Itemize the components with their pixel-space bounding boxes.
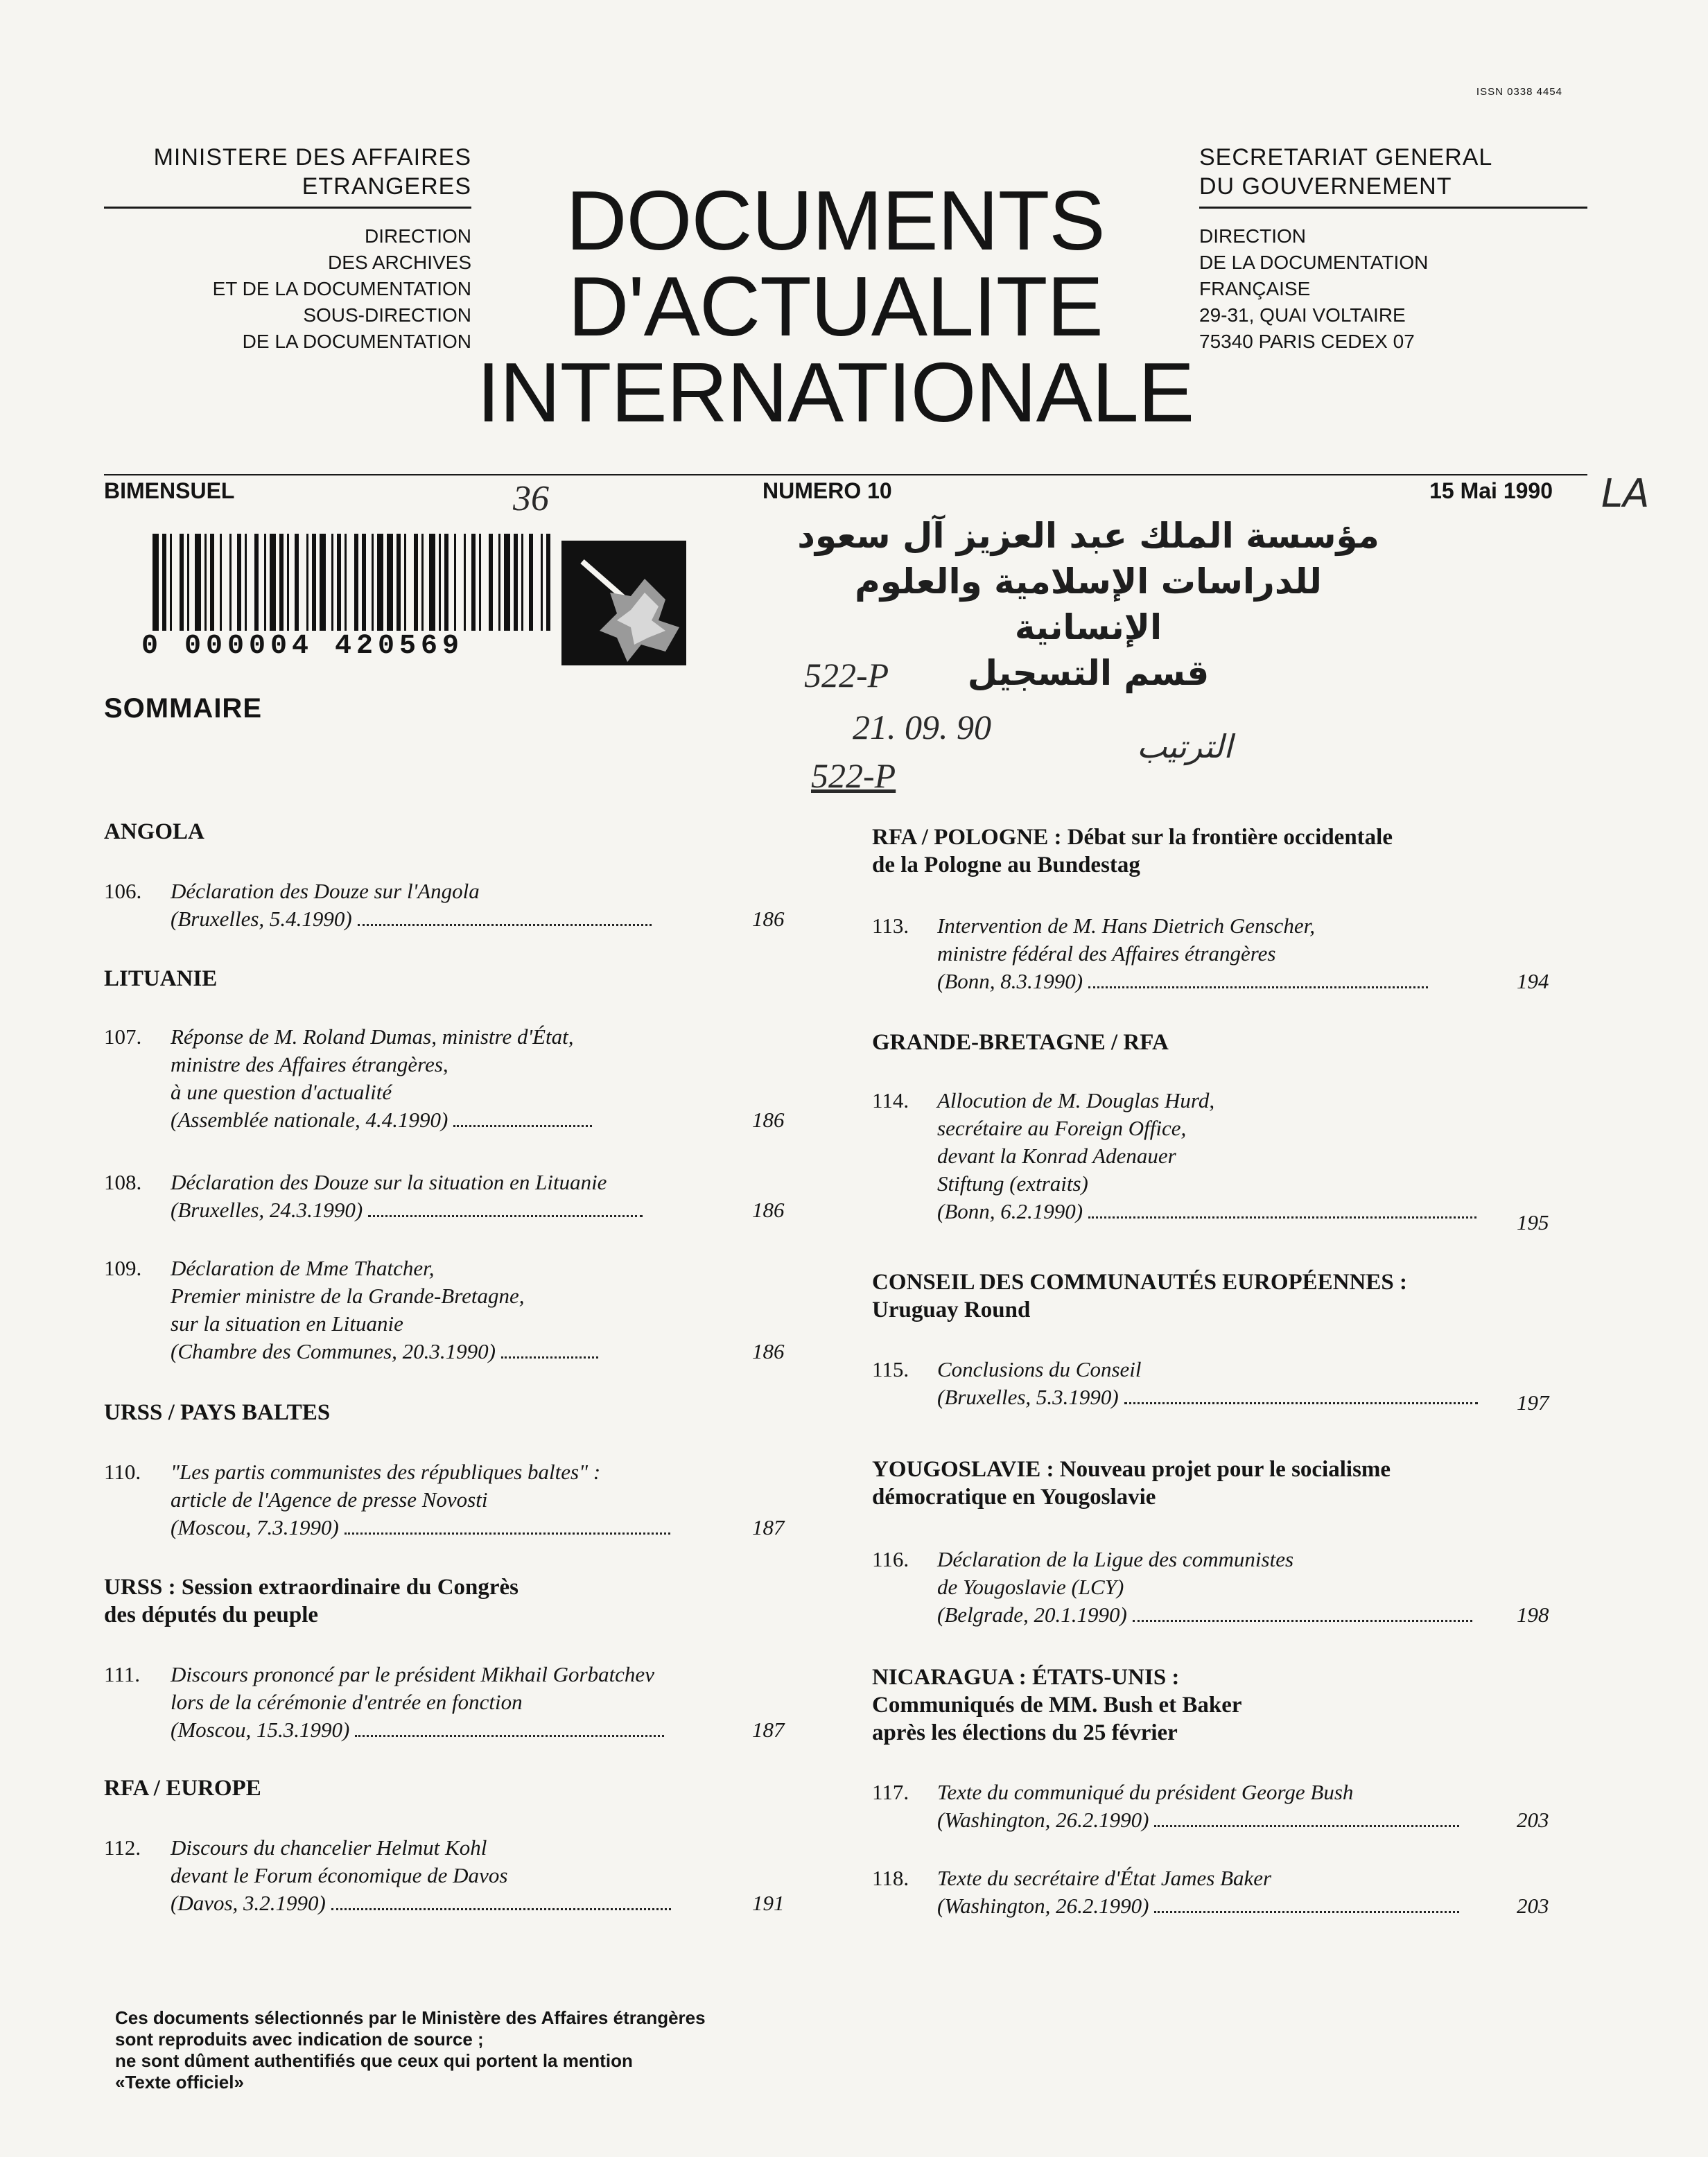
entry-line: ministre des Affaires étrangères, [171,1052,448,1076]
direction-line: DE LA DOCUMENTATION [242,331,471,352]
direction-line: DE LA DOCUMENTATION [1199,252,1429,273]
barcode-bar [279,534,284,631]
entry-line: de Yougoslavie (LCY) [937,1575,1124,1599]
barcode-bar [170,534,172,631]
handwritten-arabic-note: الترتيب [1137,728,1232,765]
entry-line [171,1106,592,1134]
entry-number: 111. [104,1662,140,1686]
ministry-line: MINISTERE DES AFFAIRES [153,144,471,171]
entry-line: Réponse de M. Roland Dumas, ministre d'État, [171,1024,574,1049]
barcode-bar [504,534,510,631]
barcode-bar [489,534,493,631]
stamp-line: للدراسات الإسلامية والعلوم الإنسانية [855,561,1322,647]
section-heading-line: Communiqués de MM. Bush et Baker [872,1693,1242,1718]
entry-text [171,1834,671,1917]
barcode-bar [180,534,184,631]
handwritten-reference: 522-P [811,756,896,795]
direction-line: 29-31, QUAI VOLTAIRE [1199,304,1406,326]
ministry-line: ETRANGERES [302,173,471,200]
entry-number: 116. [872,1547,909,1571]
ministry-name [111,143,471,201]
entry-line: Premier ministre de la Grande-Bretagne, [171,1284,525,1308]
page-number: 195 [1517,1210,1549,1234]
entry-source: (Davos, 3.2.1990) [171,1891,326,1915]
stamp-line: مؤسسة الملك عبد العزيز آل سعود [797,516,1379,556]
entry-line: Allocution de M. Douglas Hurd, [937,1088,1215,1112]
leader-dots [355,1729,664,1737]
entry-source: (Bruxelles, 24.3.1990) [171,1198,363,1222]
barcode-bar [210,534,214,631]
entry-source: (Washington, 26.2.1990) [937,1894,1149,1918]
issn-number: ISSN 0338 4454 [1476,86,1562,98]
barcode-bar [152,534,159,631]
barcode-digits: 0 000004 420569 [139,631,530,662]
entry-text [171,1661,664,1744]
barcode-bar [229,534,232,631]
entry-source: (Washington, 26.2.1990) [937,1808,1149,1832]
entry-number: 109. [104,1256,142,1280]
barcode-bar [414,534,418,631]
direction-line: FRANÇAISE [1199,278,1311,299]
entry-line: Déclaration des Douze sur l'Angola [171,879,480,903]
barcode-bar [529,534,533,631]
direction-line: SOUS-DIRECTION [303,304,471,326]
entry-line: Déclaration des Douze sur la situation en Lituanie [171,1170,607,1194]
section-heading: LITUANIE [104,966,218,991]
direction-line: DIRECTION [1199,225,1306,247]
header-rule-left [104,207,471,209]
entry-line [171,1889,671,1917]
barcode-bar [187,534,189,631]
leader-dots [358,918,652,926]
entry-line: devant la Konrad Adenauer [937,1144,1176,1168]
entry-line: article de l'Agence de presse Novosti [171,1487,488,1512]
leader-dots [331,1903,671,1910]
entry-number: 108. [104,1170,142,1194]
barcode-bar [439,534,441,631]
entry-number: 118. [872,1866,909,1890]
section-heading-line: démocratique en Yougoslavie [872,1485,1156,1510]
header-rule-right [1199,207,1587,209]
entry-number: 114. [872,1088,909,1112]
leader-dots [501,1351,598,1359]
entry-line: Texte du communiqué du président George Bush [937,1780,1354,1804]
section-heading-line: YOUGOSLAVIE : Nouveau projet pour le socialisme [872,1457,1391,1482]
barcode-bar [464,534,466,631]
entry-source: (Bruxelles, 5.4.1990) [171,907,352,931]
entry-text [937,1779,1459,1834]
section-heading: URSS / PAYS BALTES [104,1400,331,1425]
entry-line: Stiftung (extraits) [937,1171,1088,1196]
ministry-direction [104,223,471,355]
entry-line [171,905,652,933]
secretariat-line: DU GOUVERNEMENT [1199,173,1452,200]
entry-line: devant le Forum économique de Davos [171,1863,508,1887]
entry-line [171,1196,643,1224]
direction-line: ET DE LA DOCUMENTATION [212,278,471,299]
entry-line: Texte du secrétaire d'État James Baker [937,1866,1272,1890]
entry-line: ministre fédéral des Affaires étrangères [937,941,1276,966]
barcode-bar [444,534,448,631]
barcode-bar [479,534,481,631]
section-heading [104,1573,518,1629]
entry-line: Discours du chancelier Helmut Kohl [171,1835,487,1860]
section-heading-line: des députés du peuple [104,1603,319,1627]
barcode-bar [220,534,222,631]
footer-line: sont reproduits avec indication de source ; [115,2029,484,2050]
entry-number: 112. [104,1835,141,1860]
page-number: 187 [752,1515,785,1539]
barcode-bar [270,534,276,631]
section-heading-line: CONSEIL DES COMMUNAUTÉS EUROPÉENNES : [872,1270,1407,1295]
leader-dots [1124,1397,1478,1404]
entry-source: (Bonn, 8.3.1990) [937,969,1083,993]
entry-line: Discours prononcé par le président Mikhail Gorbatchev [171,1662,654,1686]
barcode-bar [377,534,383,631]
entry-line [937,1383,1478,1411]
entry-line: sur la situation en Lituanie [171,1311,403,1336]
page-number: 198 [1517,1603,1549,1627]
barcode-bar [195,534,201,631]
entry-line: Intervention de M. Hans Dietrich Genscher, [937,914,1315,938]
barcode-bar [454,534,456,631]
section-heading-line: RFA / POLOGNE : Débat sur la frontière occidentale [872,825,1393,850]
barcode-bar [264,534,266,631]
title-line: D'ACTUALITE [568,259,1103,353]
barcode-bar [387,534,393,631]
direction-line: 75340 PARIS CEDEX 07 [1199,331,1415,352]
barcode-bar [546,534,550,631]
entry-line [937,1892,1459,1920]
entry-line [171,1716,664,1744]
barcode-bar [514,534,518,631]
footer-line: ne sont dûment authentifiés que ceux qui portent la mention [115,2050,633,2071]
entry-text [171,1023,592,1134]
barcode-bar [498,534,500,631]
entry-text [171,1255,598,1365]
handwritten-number: 36 [513,479,549,518]
barcode-bar [331,534,333,631]
entry-line [937,1198,1476,1225]
leader-dots [453,1119,592,1127]
entry-number: 117. [872,1780,909,1804]
leader-dots [1154,1819,1459,1827]
barcode-bar [204,534,207,631]
entry-line: lors de la cérémonie d'entrée en fonction [171,1690,523,1714]
barcode-bar [372,534,374,631]
entry-source: (Bruxelles, 5.3.1990) [937,1385,1119,1409]
publication-title [471,173,1199,439]
barcode-bar [471,534,476,631]
direction-line: DIRECTION [365,225,471,247]
info-rule [104,474,1587,475]
barcode-bar [521,534,523,631]
entry-source: (Chambre des Communes, 20.3.1990) [171,1339,496,1363]
entry-line: secrétaire au Foreign Office, [937,1116,1187,1140]
footer-note [115,2007,878,2093]
entry-line: Conclusions du Conseil [937,1357,1142,1381]
title-line: DOCUMENTS [566,173,1105,268]
entry-source: (Moscou, 7.3.1990) [171,1515,339,1539]
barcode-bar [320,534,326,631]
section-heading-line: de la Pologne au Bundestag [872,853,1140,877]
section-heading [872,823,1393,879]
barcode-bar [541,534,543,631]
barcode-bar [245,534,247,631]
barcode-bar [397,534,401,631]
issue-number: NUMERO 10 [762,478,892,503]
secretariat-direction [1199,223,1587,355]
entry-text [937,1546,1472,1629]
barcode-bar [354,534,358,631]
page-number: 197 [1517,1390,1549,1415]
contents-heading: SOMMAIRE [104,693,262,724]
handwritten-initials: LA [1601,471,1650,516]
entry-source: (Moscou, 15.3.1990) [171,1718,350,1742]
entry-text [937,1356,1478,1411]
barcode-bar [404,534,406,631]
entry-text [171,877,652,933]
entry-number: 115. [872,1357,909,1381]
page-number: 203 [1517,1808,1549,1832]
leader-dots [1088,981,1428,988]
entry-text [937,912,1428,995]
section-heading [872,1456,1391,1511]
entry-line [937,1806,1459,1834]
secretariat-line: SECRETARIAT GENERAL [1199,144,1493,171]
page-number: 191 [752,1891,785,1915]
page-number: 203 [1517,1894,1549,1918]
publisher-logo-icon [561,541,686,665]
handwritten-reference: 522-P [804,656,889,695]
barcode-bar [429,534,435,631]
footer-line: Ces documents sélectionnés par le Ministère des Affaires étrangères [115,2007,706,2028]
entry-text [171,1169,643,1224]
entry-text [171,1458,670,1542]
entry-number: 110. [104,1460,141,1484]
leader-dots [1088,1211,1476,1219]
stamp-line: قسم التسجيل [967,653,1210,693]
entry-line [171,1514,670,1542]
section-heading [872,1663,1242,1747]
section-heading-line: après les élections du 25 février [872,1720,1178,1745]
entry-line [937,968,1428,995]
footer-line: «Texte officiel» [115,2072,244,2093]
barcode-bar [345,534,347,631]
barcode-bar [162,534,166,631]
barcode-bar [237,534,241,631]
barcode-bar [312,534,316,631]
entry-line: "Les partis communistes des républiques baltes" : [171,1460,601,1484]
entry-text [937,1087,1476,1225]
title-line: INTERNATIONALE [476,345,1194,439]
barcode-bar [337,534,341,631]
entry-line [171,1338,598,1365]
leader-dots [345,1527,670,1535]
entry-number: 106. [104,879,142,903]
page-number: 186 [752,1339,785,1363]
secretariat-name [1199,143,1587,201]
section-heading-line: Uruguay Round [872,1298,1031,1322]
entry-line: à une question d'actualité [171,1080,392,1104]
entry-line [937,1601,1472,1629]
barcode-bar [295,534,299,631]
entry-number: 107. [104,1024,142,1049]
entry-source: (Assemblée nationale, 4.4.1990) [171,1108,448,1132]
barcode-bar [362,534,366,631]
entry-source: (Bonn, 6.2.1990) [937,1199,1083,1223]
page-number: 186 [752,1198,785,1222]
entry-source: (Belgrade, 20.1.1990) [937,1603,1127,1627]
barcode-bar [287,534,289,631]
barcode-bar [306,534,308,631]
frequency-label: BIMENSUEL [104,478,235,503]
section-heading: GRANDE-BRETAGNE / RFA [872,1030,1169,1055]
issue-date: 15 Mai 1990 [1429,478,1553,503]
entry-line: Déclaration de Mme Thatcher, [171,1256,435,1280]
entry-line: Déclaration de la Ligue des communistes [937,1547,1294,1571]
handwritten-date: 21. 09. 90 [853,708,991,746]
page-number: 186 [752,1108,785,1132]
section-heading-line: URSS : Session extraordinaire du Congrès [104,1575,519,1600]
leader-dots [368,1210,643,1217]
leader-dots [1133,1614,1472,1622]
page-number: 187 [752,1718,785,1742]
barcode-bar [421,534,424,631]
entry-text [937,1865,1459,1920]
page-number: 186 [752,907,785,931]
direction-line: DES ARCHIVES [328,252,471,273]
section-heading [872,1268,1407,1324]
section-heading: RFA / EUROPE [104,1776,261,1801]
leader-dots [1154,1905,1459,1913]
barcode-bar [254,534,259,631]
section-heading: ANGOLA [104,819,204,844]
section-heading-line: NICARAGUA : ÉTATS-UNIS : [872,1665,1180,1690]
entry-number: 113. [872,914,909,938]
page-number: 194 [1517,969,1549,993]
